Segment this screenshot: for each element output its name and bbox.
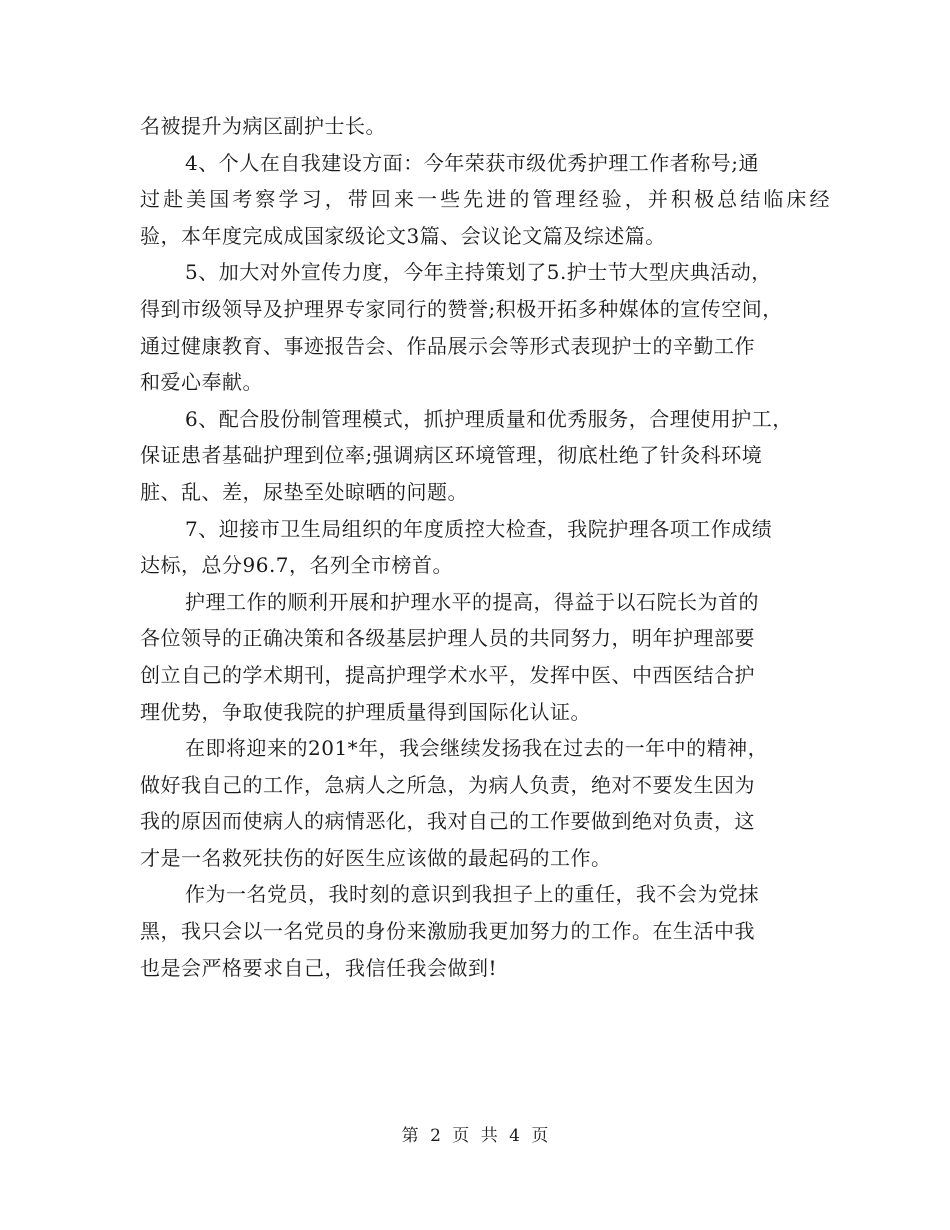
- text-line: 脏、乱、差，尿垫至处晾晒的问题。: [140, 479, 468, 504]
- text-line: 创立自己的学术期刊，提高护理学术水平，发挥中医、中西医结合护: [140, 662, 755, 687]
- text-line: 黑，我只会以一名党员的身份来激励我更加努力的工作。在生活中我: [140, 919, 755, 944]
- document-body: [140, 108, 830, 986]
- text-line: 护理工作的顺利开展和护理水平的提高，得益于以石院长为首的: [185, 589, 759, 614]
- text-line: 7、迎接市卫生局组织的年度质控大检查，我院护理各项工作成绩: [185, 516, 773, 541]
- page-footer: 第 2 页 共 4 页: [401, 1126, 549, 1146]
- text-line: 也是会严格要求自己，我信任我会做到!: [140, 955, 498, 980]
- text-line: 得到市级领导及护理界专家同行的赞誉;积极开拓多种媒体的宣传空间，: [140, 296, 783, 321]
- text-line: 理优势，争取使我院的护理质量得到国际化认证。: [140, 699, 591, 724]
- text-line: 过赴美国考察学习，带回来一些先进的管理经验，并积极总结临床经: [140, 187, 830, 212]
- text-line: 名被提升为病区副护士长。: [140, 114, 386, 138]
- text-line: 我的原因而使病人的病情恶化，我对自己的工作要做到绝对负责，这: [140, 809, 755, 834]
- text-line: 在即将迎来的201*年，我会继续发扬我在过去的一年中的精神，: [185, 736, 769, 761]
- text-line: 和爱心奉献。: [140, 370, 263, 395]
- text-line: 通过健康教育、事迹报告会、作品展示会等形式表现护士的辛勤工作: [140, 333, 755, 358]
- text-line: 做好我自己的工作，急病人之所急，为病人负责，绝对不要发生因为: [140, 772, 755, 797]
- text-line: 各位领导的正确决策和各级基层护理人员的共同努力，明年护理部要: [140, 626, 755, 651]
- text-line: 达标，总分96.7，名列全市榜首。: [140, 553, 454, 578]
- text-line: 4、个人在自我建设方面：今年荣获市级优秀护理工作者称号;通: [185, 150, 759, 175]
- text-line: 5、加大对外宣传力度，今年主持策划了5.护士节大型庆典活动，: [185, 260, 772, 285]
- text-line: 保证患者基础护理到位率;强调病区环境管理，彻底杜绝了针灸科环境: [140, 443, 763, 468]
- text-line: 才是一名救死扶伤的好医生应该做的最起码的工作。: [140, 845, 612, 870]
- text-line: 作为一名党员，我时刻的意识到我担子上的重任，我不会为党抹: [185, 882, 759, 907]
- text-line: 验，本年度完成成国家级论文3篇、会议论文篇及综述篇。: [140, 223, 666, 248]
- text-line: 6、配合股份制管理模式，抓护理质量和优秀服务，合理使用护工，: [185, 406, 793, 431]
